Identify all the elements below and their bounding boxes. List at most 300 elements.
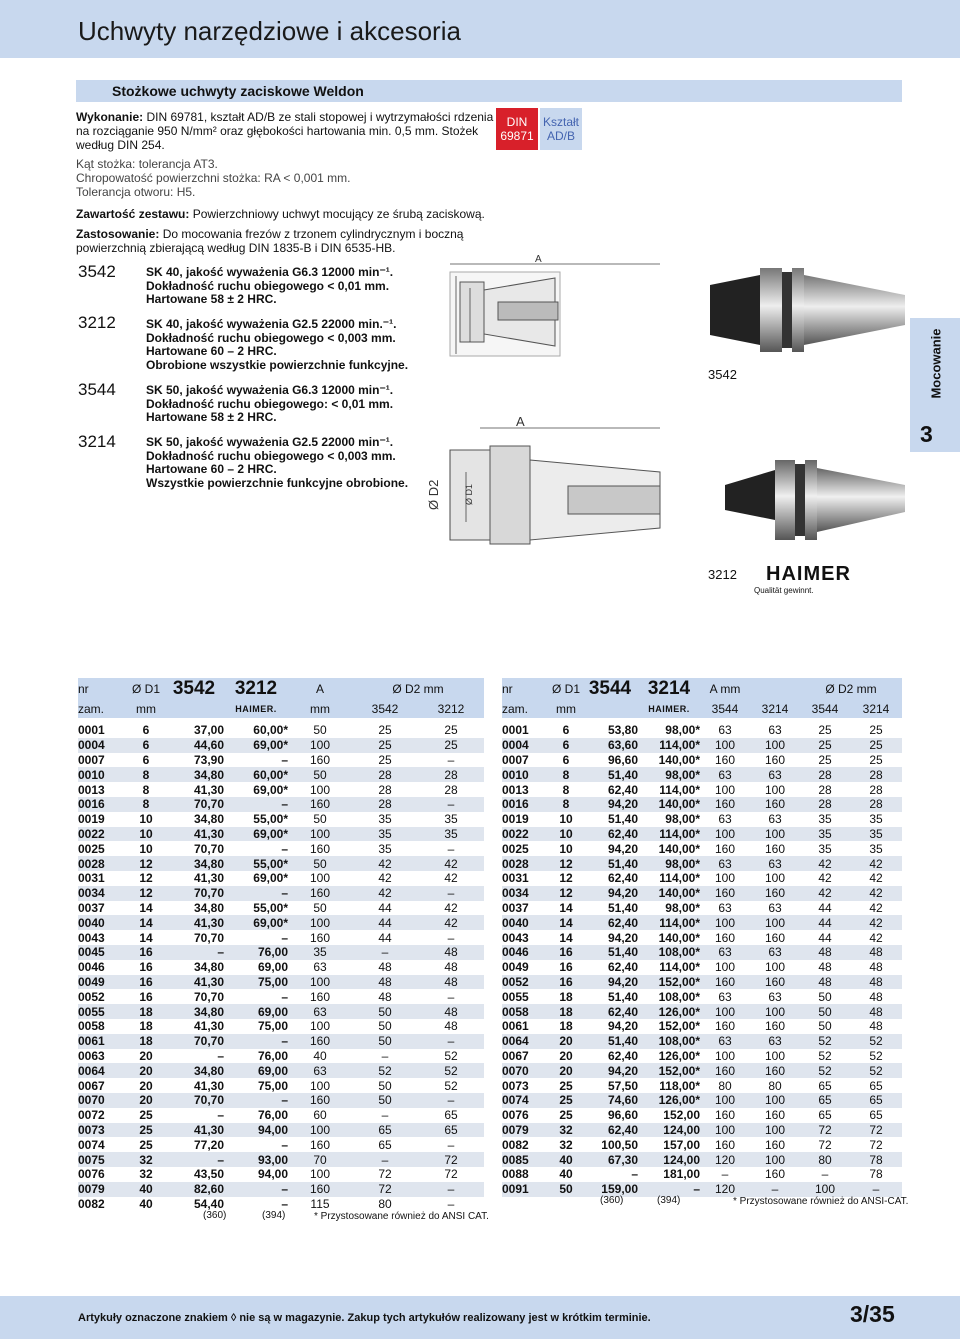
table-cell: 160: [750, 1063, 800, 1078]
table-row: [502, 930, 902, 945]
table-cell: 12: [550, 856, 582, 871]
table-cell: 160: [714, 1019, 736, 1034]
table-row: [78, 1063, 484, 1078]
hdr-nr: nr: [502, 678, 550, 700]
table-cell: 35: [818, 812, 832, 827]
table-cell: 41,30: [164, 975, 224, 990]
table-cell: 25: [550, 1093, 582, 1108]
table-cell: 12: [128, 886, 164, 901]
hdr-d1: Ø D1: [550, 678, 582, 700]
table-cell: 32: [550, 1123, 582, 1138]
table-cell: 94,20: [607, 1019, 638, 1034]
hdr-d2: Ø D2 mm: [352, 678, 484, 700]
intro-wykonanie: [76, 110, 496, 152]
page-header: [0, 0, 960, 58]
table-cell: 63: [700, 945, 750, 960]
table-cell: 100: [750, 738, 800, 753]
table-cell: 0013: [502, 782, 529, 797]
table-cell: 25: [139, 1137, 153, 1152]
table-cell: 98,00*: [665, 723, 700, 738]
table-row: [502, 812, 902, 827]
table-cell: 41,30: [193, 782, 224, 797]
intro-line: Kąt stożka: tolerancja AT3.: [76, 157, 218, 171]
table-cell: 0055: [78, 1004, 128, 1019]
table-cell: 34,80: [164, 1004, 224, 1019]
table-cell: 160: [750, 797, 800, 812]
table-cell: 0073: [78, 1123, 128, 1138]
table-cell: –: [352, 1152, 418, 1167]
hdr-mm: mm: [128, 700, 164, 718]
table-row: [78, 930, 484, 945]
table-cell: 115: [310, 1196, 330, 1211]
table-cell: 18: [139, 1019, 153, 1034]
table-cell: 0031: [78, 871, 105, 886]
table-cell: 28: [418, 767, 484, 782]
table-cell: 50: [818, 989, 832, 1004]
table-cell: 65: [818, 1078, 832, 1093]
table-cell: 10: [139, 812, 153, 827]
table-cell: 25: [559, 1078, 573, 1093]
table-cell: 0058: [502, 1004, 550, 1019]
table-cell: 100: [700, 1093, 750, 1108]
table-cell: 0040: [502, 915, 550, 930]
hdr-amm: mm: [288, 700, 352, 718]
table-cell: 20: [550, 1034, 582, 1049]
intro-line: Chropowatość powierzchni stożka: RA < 0,001 mm.: [76, 171, 351, 185]
line: Wszystkie powierzchnie funkcyjne obrobione.: [146, 475, 409, 490]
table-row: [78, 945, 484, 960]
table-cell: 28: [352, 767, 418, 782]
table-cell: 18: [128, 1034, 164, 1049]
table-cell: 52: [444, 1078, 458, 1093]
table-cell: 40: [550, 1152, 582, 1167]
product-photo-3212: [700, 430, 910, 560]
hdr-nr: nr: [78, 678, 128, 700]
table-cell: –: [224, 886, 288, 901]
table-cell: 76,00: [257, 1108, 288, 1123]
table-cell: 70,70: [164, 886, 224, 901]
table-cell: 42: [869, 930, 883, 945]
table-cell: 100: [700, 738, 750, 753]
table-row: [502, 989, 902, 1004]
table-row: [78, 797, 484, 812]
table-row: [502, 738, 902, 753]
table-cell: 160: [714, 752, 736, 767]
table-cell: 41,30: [164, 827, 224, 842]
table-cell: 69,00*: [253, 782, 288, 797]
table-cell: 60,00*: [224, 767, 288, 782]
table-cell: 0075: [78, 1152, 128, 1167]
table-cell: 160: [309, 752, 331, 767]
table-cell: 8: [550, 767, 582, 782]
table-cell: 44,60: [164, 738, 224, 753]
table-cell: 54,40: [193, 1196, 224, 1211]
table-cell: 18: [559, 989, 573, 1004]
hdr-c2: 3212: [224, 678, 288, 700]
table-cell: 6: [142, 723, 150, 738]
table-row: [78, 989, 484, 1004]
table-cell: 0074: [502, 1093, 550, 1108]
table-cell: 16: [128, 975, 164, 990]
table-cell: 25: [869, 752, 883, 767]
table-row: [502, 1108, 902, 1123]
table-cell: 25: [444, 723, 458, 738]
table-cell: 181,00: [663, 1167, 700, 1182]
table-cell: 78: [850, 1152, 902, 1167]
table-cell: 25: [378, 752, 392, 767]
table-cell: 8: [550, 797, 582, 812]
table-cell: –: [418, 1182, 484, 1197]
table-cell: 6: [550, 738, 582, 753]
table-cell: 0022: [78, 827, 128, 842]
table-cell: 42: [352, 886, 418, 901]
table-cell: 28: [800, 767, 850, 782]
table-row: [502, 1182, 902, 1197]
table-cell: 100: [750, 915, 800, 930]
table-cell: 42: [800, 856, 850, 871]
variant-desc: [146, 318, 408, 372]
table-cell: 159,00: [582, 1182, 638, 1197]
line: SK 50, jakość wyważenia G6.3 12000 min⁻¹.: [146, 383, 394, 397]
table-cell: 62,40: [582, 827, 638, 842]
table-cell: 20: [139, 1048, 153, 1063]
table-cell: 50: [378, 1078, 392, 1093]
table-cell: 14: [139, 930, 153, 945]
table-cell: 65: [869, 1108, 883, 1123]
table-row: [78, 1093, 484, 1108]
table-cell: 0019: [78, 812, 105, 827]
variant-code: 3214: [78, 432, 116, 451]
table-cell: –: [750, 1182, 800, 1197]
table-cell: 0016: [502, 797, 550, 812]
table-cell: 160: [764, 841, 786, 856]
table-cell: 48: [818, 960, 832, 975]
table-cell: 160: [309, 989, 331, 1004]
table-cell: 100: [750, 1123, 800, 1138]
table-cell: 0043: [78, 930, 105, 945]
table-cell: 14: [559, 930, 573, 945]
table-cell: 63: [768, 900, 782, 915]
table-cell: 69,00*: [224, 827, 288, 842]
table-row: [502, 871, 902, 886]
table-cell: 0082: [502, 1137, 529, 1152]
table-cell: 62,40: [607, 871, 638, 886]
table-cell: 0045: [78, 945, 128, 960]
hdr-c1: 3542: [164, 678, 224, 700]
table-cell: 25: [869, 723, 883, 738]
table-row: [78, 738, 484, 753]
din-number: 69871: [500, 129, 534, 143]
table-cell: –: [381, 1048, 389, 1063]
table-cell: 48: [418, 945, 484, 960]
table-cell: 42: [418, 856, 484, 871]
table-cell: 94,20: [582, 797, 638, 812]
table-cell: 0049: [78, 975, 128, 990]
line: SK 50, jakość wyważenia G2.5 22000 min⁻¹.: [146, 435, 394, 449]
variant-desc: [146, 436, 408, 490]
table-row: [502, 1078, 902, 1093]
table-cell: 69,00*: [253, 871, 288, 886]
table-cell: 100: [714, 871, 736, 886]
table-cell: 50: [352, 1004, 418, 1019]
table-cell: 35: [418, 827, 484, 842]
table-cell: 0037: [78, 900, 105, 915]
table-cell: 42: [800, 886, 850, 901]
table-cell: 65: [378, 1137, 392, 1152]
table-row: [78, 975, 484, 990]
table-cell: 0001: [502, 723, 529, 738]
table-row: [502, 1152, 902, 1167]
table-cell: 63: [750, 945, 800, 960]
table-cell: 0085: [502, 1152, 550, 1167]
table-cell: 51,40: [607, 989, 638, 1004]
table-cell: 100: [714, 782, 736, 797]
table-row: [502, 827, 902, 842]
table-cell: 0072: [78, 1108, 105, 1123]
table-cell: 63: [718, 989, 732, 1004]
table-row: [502, 753, 902, 768]
table-cell: 152,00*: [658, 1019, 700, 1034]
table-cell: 0088: [502, 1167, 529, 1182]
section-bar: [76, 80, 902, 102]
table-row: [502, 915, 902, 930]
table-cell: 28: [800, 797, 850, 812]
table-row: [78, 1004, 484, 1019]
table-row: [502, 841, 902, 856]
shape-value: AD/B: [546, 129, 575, 143]
table-cell: 120: [700, 1152, 750, 1167]
table-cell: 42: [869, 871, 883, 886]
table-cell: 44: [818, 900, 832, 915]
table-cell: 40: [313, 1048, 327, 1063]
table-cell: 100: [764, 782, 786, 797]
table-row: [78, 812, 484, 827]
chapter-title: Mocowanie: [928, 328, 944, 399]
table-cell: 69,00: [224, 1004, 288, 1019]
table-cell: 0004: [78, 738, 128, 753]
haimer-logo: [754, 563, 851, 595]
table-cell: 63: [768, 989, 782, 1004]
table-cell: 63: [768, 812, 782, 827]
table-cell: 140,00*: [638, 886, 700, 901]
table-row: [78, 1167, 484, 1182]
table-cell: 100: [288, 975, 352, 990]
table-cell: 70,70: [193, 989, 224, 1004]
table-cell: 44: [378, 930, 392, 945]
hdr-d2b: 3212: [418, 700, 484, 718]
table-cell: 42: [352, 856, 418, 871]
table-cell: 52: [800, 1063, 850, 1078]
table-row: [78, 1182, 484, 1197]
table-row: [78, 1123, 484, 1138]
table-cell: 160: [714, 1108, 736, 1123]
line: Dokładność ruchu obiegowego: < 0,01 mm.: [146, 396, 394, 411]
table-cell: 50: [288, 767, 352, 782]
table-cell: 40: [128, 1182, 164, 1197]
hdr-d2a: 3542: [352, 700, 418, 718]
hdr-a: A mm: [700, 678, 750, 700]
table-cell: 16: [139, 960, 153, 975]
table-cell: –: [447, 752, 455, 767]
table-cell: 42: [444, 871, 458, 886]
table-cell: 114,00*: [659, 960, 700, 975]
table-row: [78, 1108, 484, 1123]
table-cell: 0031: [502, 871, 529, 886]
table-cell: 100: [309, 1078, 331, 1093]
table-cell: –: [217, 1108, 224, 1123]
table-cell: 10: [139, 841, 153, 856]
table-cell: 35: [869, 812, 883, 827]
table-cell: 0061: [78, 1034, 128, 1049]
table-cell: 0037: [502, 900, 529, 915]
section-title: Stożkowe uchwyty zaciskowe Weldon: [112, 83, 364, 99]
chapter-number: 3: [920, 421, 933, 447]
table-cell: –: [224, 1093, 288, 1108]
table-cell: 65: [869, 1078, 883, 1093]
table-cell: 80: [718, 1078, 732, 1093]
table-cell: 140,00*: [658, 930, 700, 945]
table-cell: –: [281, 1137, 288, 1152]
table-cell: 160: [288, 1182, 352, 1197]
table-cell: 160: [714, 841, 736, 856]
table-cell: 32: [559, 1137, 573, 1152]
table-cell: 0010: [78, 767, 128, 782]
table-cell: 62,40: [582, 915, 638, 930]
table-cell: 0055: [502, 989, 529, 1004]
table-cell: 0043: [502, 930, 529, 945]
table-cell: 44: [378, 900, 392, 915]
table-cell: 152,00: [663, 1108, 700, 1123]
table-cell: 65: [352, 1123, 418, 1138]
table-cell: 18: [128, 1004, 164, 1019]
table-row: [78, 886, 484, 901]
table-row: [78, 841, 484, 856]
table-cell: 0022: [502, 827, 550, 842]
table-cell: 100: [700, 1004, 750, 1019]
table-cell: 152,00*: [638, 1063, 700, 1078]
hdr-d2b: 3214: [850, 700, 902, 718]
table-cell: 70,70: [164, 1034, 224, 1049]
label: Wykonanie:: [76, 110, 144, 124]
table-row: [78, 753, 484, 768]
table-row: [502, 1004, 902, 1019]
hdr-d1: Ø D1: [128, 678, 164, 700]
table-cell: –: [447, 841, 455, 856]
table-cell: 160: [764, 930, 786, 945]
table-cell: 60,00*: [253, 723, 288, 738]
line: Hartowane 58 ± 2 HRC.: [146, 292, 277, 306]
table-cell: 6: [562, 752, 570, 767]
table-row: [502, 975, 902, 990]
table-cell: 100: [309, 1167, 331, 1182]
table-cell: 50: [378, 1019, 392, 1034]
table-cell: 6: [562, 723, 570, 738]
table-cell: 70,70: [164, 1093, 224, 1108]
table-cell: 34,80: [193, 900, 224, 915]
table-cell: 70,70: [193, 930, 224, 945]
table-cell: 34,80: [164, 767, 224, 782]
table-cell: 73,90: [193, 752, 224, 767]
table-cell: 0073: [502, 1078, 529, 1093]
table-cell: –: [447, 930, 455, 945]
table-cell: 0082: [78, 1196, 105, 1211]
table-cell: 0063: [78, 1048, 105, 1063]
table-cell: 63: [750, 1034, 800, 1049]
table-cell: 69,00: [224, 1063, 288, 1078]
table-cell: 6: [142, 752, 150, 767]
table-cell: 42: [850, 915, 902, 930]
intro-line: Tolerancja otworu: H5.: [76, 185, 196, 199]
table-cell: 14: [139, 900, 153, 915]
line: Dokładność ruchu obiegowego < 0,003 mm.: [146, 448, 396, 463]
table-cell: 0004: [502, 738, 550, 753]
table-cell: 75,00: [257, 1019, 288, 1034]
table-cell: 60: [313, 1108, 327, 1123]
line: Hartowane 60 – 2 HRC.: [146, 462, 277, 476]
variant-desc: [146, 266, 393, 307]
page-number: 3/35: [850, 1301, 895, 1327]
table-cell: 28: [869, 782, 883, 797]
table-left: [78, 678, 484, 1211]
table-cell: 108,00*: [658, 989, 700, 1004]
table-cell: 25: [818, 752, 832, 767]
table-cell: –: [164, 1152, 224, 1167]
technical-drawing: [420, 250, 700, 550]
table-cell: 63: [700, 767, 750, 782]
table-cell: 28: [444, 782, 458, 797]
table-cell: 72: [352, 1182, 418, 1197]
table-cell: 52: [850, 1063, 902, 1078]
table-cell: 62,40: [582, 1004, 638, 1019]
table-cell: 40: [559, 1167, 573, 1182]
table-cell: 34,80: [193, 812, 224, 827]
table-cell: 35: [818, 841, 832, 856]
table-cell: 0079: [502, 1123, 550, 1138]
table-cell: 44: [818, 930, 832, 945]
dim-label-a: A: [516, 414, 525, 429]
table-cell: 53,80: [607, 723, 638, 738]
table-cell: 10: [128, 827, 164, 842]
table-cell: 42: [444, 900, 458, 915]
table-cell: 160: [750, 975, 800, 990]
table-cell: 0046: [502, 945, 550, 960]
table-cell: 55,00*: [253, 900, 288, 915]
variant-code: 3542: [78, 262, 116, 281]
table-cell: 50: [352, 1093, 418, 1108]
hdr-mm: mm: [550, 700, 582, 718]
hdr-zam: zam.: [78, 700, 128, 718]
table-row: [78, 871, 484, 886]
table-cell: 114,00*: [659, 782, 700, 797]
table-cell: 43,50: [193, 1167, 224, 1182]
table-cell: 12: [559, 871, 573, 886]
table-cell: 42: [850, 856, 902, 871]
table-cell: 32: [139, 1167, 153, 1182]
table-cell: 0052: [78, 989, 105, 1004]
dim-label-d1: Ø D1: [464, 483, 474, 505]
table-cell: 63: [700, 1034, 750, 1049]
table-cell: 41,30: [164, 1123, 224, 1138]
table-cell: 28: [352, 797, 418, 812]
table-cell: 0007: [78, 752, 105, 767]
table-cell: 44: [800, 915, 850, 930]
table-cell: 25: [139, 1108, 153, 1123]
table-cell: 98,00*: [638, 856, 700, 871]
table-cell: 16: [550, 975, 582, 990]
table-cell: 124,00: [638, 1123, 700, 1138]
table-cell: 48: [869, 960, 883, 975]
table-cell: 75,00: [224, 975, 288, 990]
